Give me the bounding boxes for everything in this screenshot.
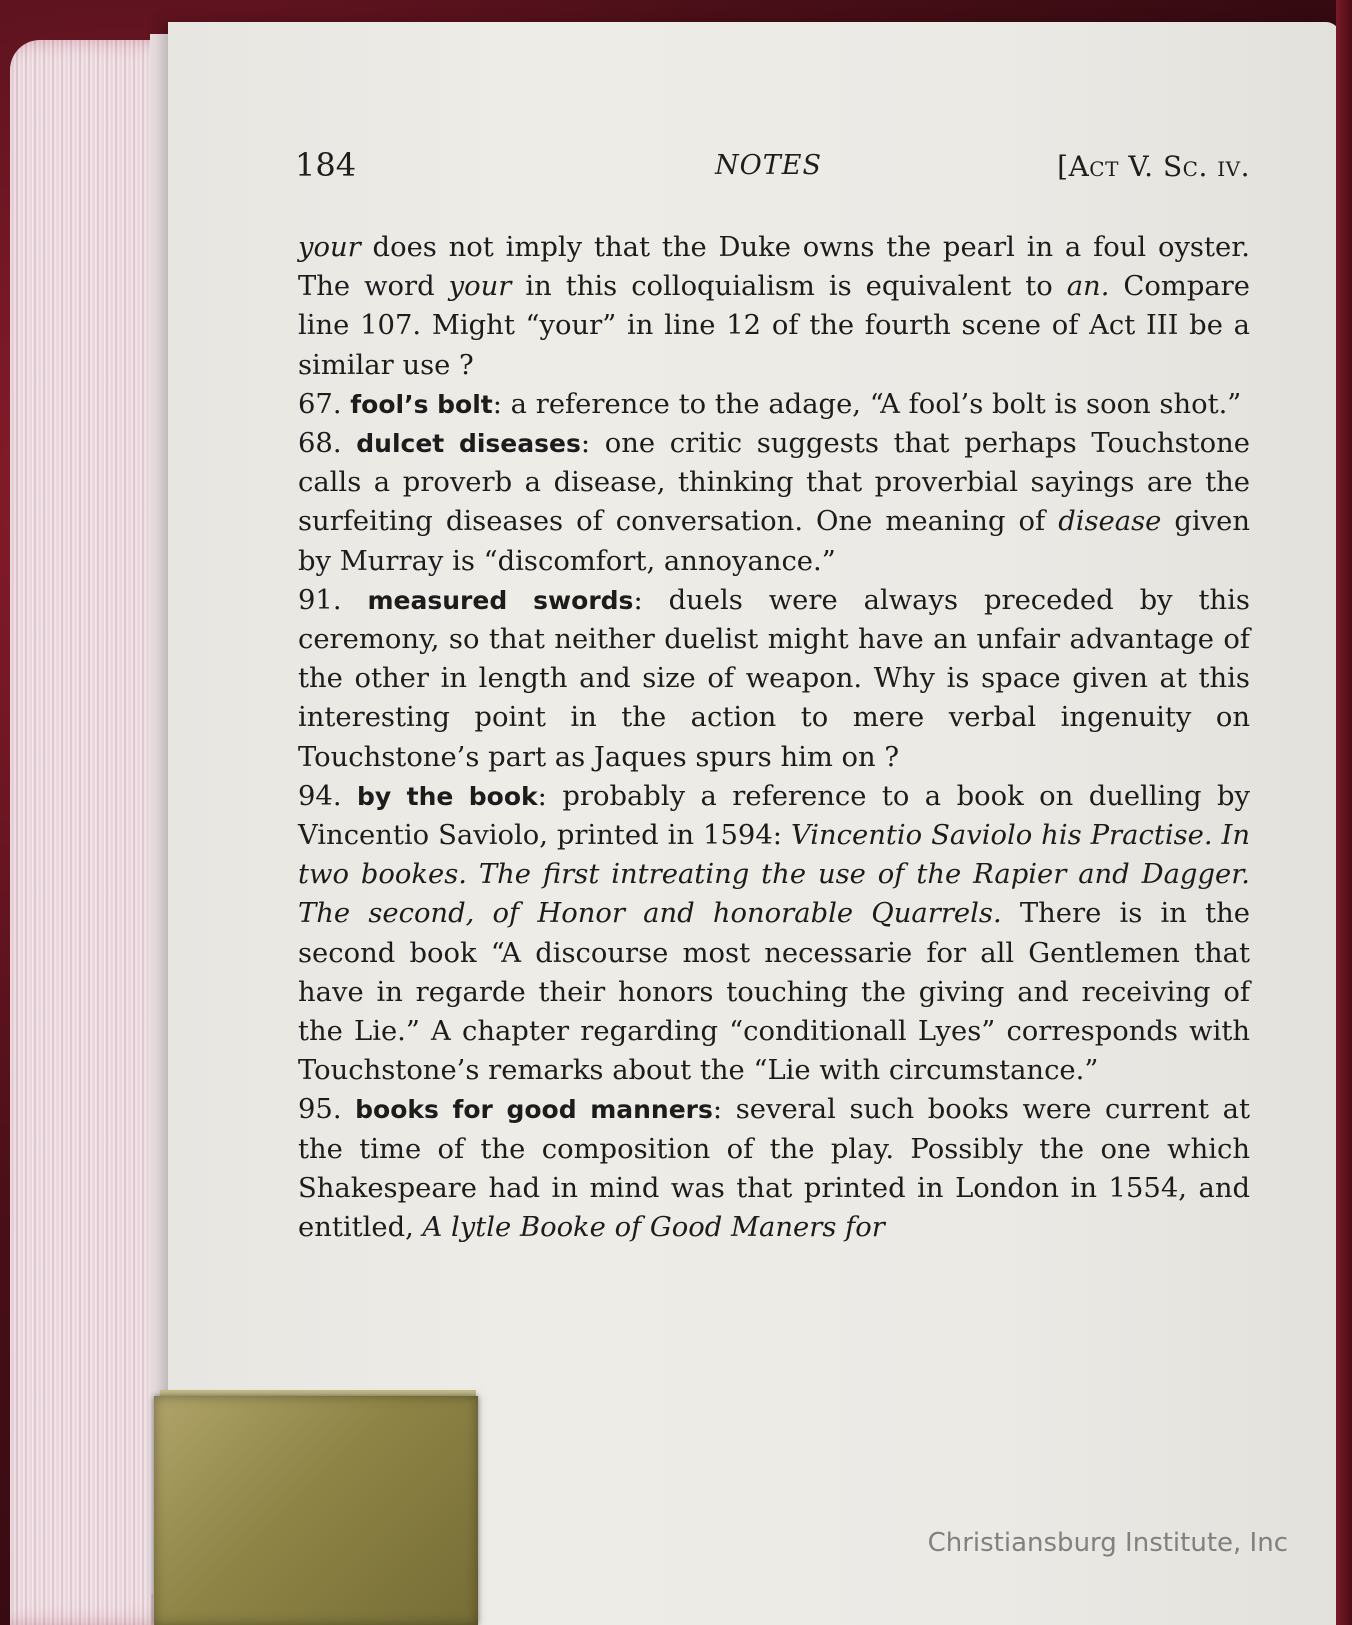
- italic-text: Vincentio Saviolo his Practise. In two bookes. The first intreating the use of the Rapier and Dagger. The second, of Honor and honorable Quarrels.: [298, 820, 1250, 930]
- italic-text: an.: [1066, 271, 1110, 303]
- italic-text: your: [298, 232, 361, 263]
- italic-text: A lytle Booke of Good Maners for: [422, 1212, 885, 1244]
- page-number: 184: [295, 146, 357, 184]
- act-scene-reference: [Act V. Sc. iv.: [1057, 150, 1250, 183]
- note-lemma: by the book: [357, 781, 538, 811]
- note-text: : a reference to the adage, “A fool’s bolt is soon shot.”: [492, 388, 1242, 420]
- note-number: 91.: [298, 584, 368, 616]
- notes-body: [298, 228, 1250, 1247]
- note-entry: [298, 1090, 1250, 1247]
- note-number: 95.: [298, 1094, 356, 1126]
- note-entry: [298, 777, 1250, 1091]
- note-lemma: dulcet diseases: [356, 429, 581, 459]
- note-text: : probably a reference to a book on duelling by Vincentio Saviolo, printed in 1594:: [298, 780, 1250, 852]
- note-entry: [298, 385, 1250, 424]
- cover-edge: [1336, 0, 1352, 1625]
- note-number: 94.: [298, 780, 357, 812]
- brass-bookmark-tab: [154, 1396, 478, 1625]
- note-text: : duels were always preceded by this ceremony, so that neither duelist might have an unfair advantage of the other in length and size of weapon. Why is space given at this interesting point in the action to mere verbal ingenuity on Touchstone’s part as Jaques spurs him on ?: [298, 584, 1250, 773]
- italic-text: your: [448, 271, 512, 303]
- note-lemma: measured swords: [367, 585, 634, 615]
- note-lemma: fool’s bolt: [350, 389, 493, 419]
- running-head: [295, 138, 1250, 188]
- note-lemma: books for good manners: [355, 1095, 713, 1125]
- note-text: There is in the second book “A discourse most necessarie for all Gentlemen that have in regarde their honors touching the giving and receiving of the Lie.” A chapter regarding “conditionall Lyes” corresponds with Touchstone’s remarks about the “Lie with circumstance.”: [298, 898, 1251, 1087]
- section-title: NOTES: [715, 150, 822, 181]
- note-number: 68.: [298, 428, 357, 460]
- note-entry: [298, 581, 1250, 777]
- note-text: in this colloquialism is equivalent to: [511, 271, 1067, 303]
- note-entry: [298, 424, 1250, 581]
- note-text: does not imply that the Duke owns the pearl in a foul oyster. The word: [298, 232, 1250, 303]
- note-text: : one critic suggests that perhaps Touchstone calls a proverb a disease, thinking that proverbial sayings are the surfeiting diseases of conversation. One meaning of: [298, 428, 1250, 538]
- watermark: Christiansburg Institute, Inc: [927, 1528, 1288, 1558]
- note-number: 67.: [298, 388, 351, 420]
- note-text: : several such books were current at the time of the composition of the play. Possibly the one which Shakespeare had in mind was that printed in London in 1554, and entitled,: [298, 1094, 1250, 1244]
- italic-text: disease: [1058, 506, 1162, 538]
- note-text: given by Murray is “discomfort, annoyance.”: [298, 506, 1250, 577]
- note-text: Compare line 107. Might “your” in line 12 of the fourth scene of Act III be a similar use ?: [298, 271, 1250, 381]
- note-continuation: [298, 228, 1250, 385]
